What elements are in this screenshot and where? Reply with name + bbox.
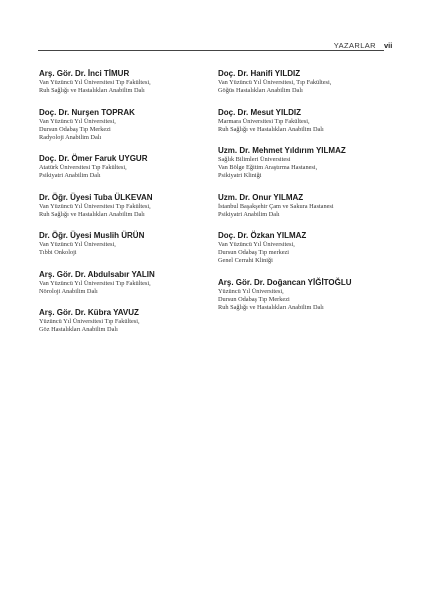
author-name: Doç. Dr. Ömer Faruk UYGUR bbox=[39, 154, 148, 163]
author-name: Doç. Dr. Hanifi YILDIZ bbox=[218, 69, 301, 78]
author-affiliation-line: Dursun Odabaş Tıp merkezi bbox=[218, 249, 290, 256]
author-entry bbox=[39, 154, 199, 180]
author-affiliation-line: Yüzüncü Yıl Üniversitesi Tıp Fakültesi, bbox=[39, 318, 140, 325]
author-entry bbox=[218, 231, 378, 265]
author-name: Arş. Gör. Dr. İnci TİMUR bbox=[39, 69, 130, 78]
author-affiliation-line: Ruh Sağlığı ve Hastalıkları Anabilim Dalı bbox=[39, 87, 145, 94]
author-entry bbox=[218, 108, 378, 134]
author-name: Doç. Dr. Nurşen TOPRAK bbox=[39, 107, 135, 117]
author-name: Uzm. Dr. Mehmet Yıldırım YILMAZ bbox=[218, 146, 346, 155]
author-name: Arş. Gör. Dr. Doğancan YİĞİTOĞLU bbox=[218, 277, 352, 287]
author-affiliation-line: Psikiyatri Kliniği bbox=[218, 172, 262, 179]
author-entry bbox=[39, 270, 199, 296]
author-affiliation-line: Tıbbi Onkoloji bbox=[39, 249, 77, 256]
author-affiliation-line: Yüzüncü Yıl Üniversitesi, bbox=[218, 287, 284, 295]
author-name: Uzm. Dr. Onur YILMAZ bbox=[218, 192, 304, 202]
author-entry bbox=[39, 108, 199, 142]
author-affiliation-line: İstanbul Başakşehir Çam ve Sakura Hastanesi bbox=[218, 202, 334, 210]
author-entry bbox=[218, 146, 378, 180]
author-affiliation-line: Göğüs Hastalıkları Anabilim Dalı bbox=[218, 87, 303, 94]
author-affiliation-line: Ruh Sağlığı ve Hastalıkları Anabilim Dalı bbox=[218, 303, 324, 311]
author-affiliation-line: Van Yüzüncü Yıl Üniversitesi Tıp Fakültesi, bbox=[39, 279, 151, 287]
author-entry bbox=[39, 231, 199, 257]
author-affiliation-line: Ruh Sağlığı ve Hastalıkları Anabilim Dalı bbox=[39, 210, 145, 218]
author-list-left-column bbox=[39, 69, 199, 347]
author-affiliation-line: Van Yüzüncü Yıl Üniversitesi, Tıp Fakültesi, bbox=[218, 79, 332, 86]
author-name: Dr. Öğr. Üyesi Muslih ÜRÜN bbox=[39, 231, 145, 240]
author-affiliation-line: Atatürk Üniversitesi Tıp Fakültesi, bbox=[39, 164, 127, 171]
author-name: Doç. Dr. Özkan YILMAZ bbox=[218, 231, 307, 240]
author-affiliation-line: Van Yüzüncü Yıl Üniversitesi Tıp Fakültesi, bbox=[39, 202, 151, 210]
author-affiliation-line: Van Bölge Eğitim Araştırma Hastanesi, bbox=[218, 164, 318, 171]
author-affiliation-line: Genel Cerrahi Kliniği bbox=[218, 257, 273, 264]
author-entry bbox=[218, 193, 378, 219]
author-affiliation-line: Ruh Sağlığı ve Hastalıkları Anabilim Dalı bbox=[218, 125, 324, 133]
author-entry bbox=[39, 193, 199, 219]
author-entry bbox=[39, 69, 199, 95]
author-affiliation-line: Göz Hastalıkları Anabilim Dalı bbox=[39, 326, 118, 333]
running-header bbox=[0, 41, 422, 53]
author-affiliation-line: Radyoloji Anabilim Dalı bbox=[39, 133, 102, 141]
page-number: vii bbox=[384, 41, 393, 50]
author-entry bbox=[218, 69, 378, 95]
author-affiliation-line: Sağlık Bilimleri Üniversitesi bbox=[218, 156, 291, 163]
author-affiliation-line: Dursun Odabaş Tıp Merkezi bbox=[39, 125, 111, 133]
author-name: Doç. Dr. Mesut YILDIZ bbox=[218, 107, 301, 117]
section-title: YAZARLAR bbox=[333, 41, 376, 50]
author-list-right-column bbox=[218, 69, 378, 324]
author-affiliation-line: Psikiyatri Anabilim Dalı bbox=[39, 172, 101, 179]
header-divider bbox=[38, 50, 384, 51]
author-name: Arş. Gör. Dr. Abdulsabır YALIN bbox=[39, 269, 155, 279]
author-entry bbox=[218, 278, 378, 312]
author-affiliation-line: Van Yüzüncü Yıl Üniversitesi, bbox=[39, 117, 116, 125]
author-affiliation-line: Nöroloji Anabilim Dalı bbox=[39, 287, 98, 295]
author-affiliation-line: Van Yüzüncü Yıl Üniversitesi, bbox=[218, 241, 295, 248]
author-affiliation-line: Marmara Üniversitesi Tıp Fakültesi, bbox=[218, 117, 310, 125]
author-entry bbox=[39, 308, 199, 334]
author-affiliation-line: Dursun Odabaş Tıp Merkezi bbox=[218, 295, 290, 303]
author-affiliation-line: Psikiyatri Anabilim Dalı bbox=[218, 210, 280, 218]
author-affiliation-line: Van Yüzüncü Yıl Üniversitesi, bbox=[39, 241, 116, 248]
author-name: Dr. Öğr. Üyesi Tuba ÜLKEVAN bbox=[39, 192, 153, 202]
author-name: Arş. Gör. Dr. Kübra YAVUZ bbox=[39, 308, 139, 317]
author-affiliation-line: Van Yüzüncü Yıl Üniversitesi Tıp Fakültesi, bbox=[39, 79, 151, 86]
